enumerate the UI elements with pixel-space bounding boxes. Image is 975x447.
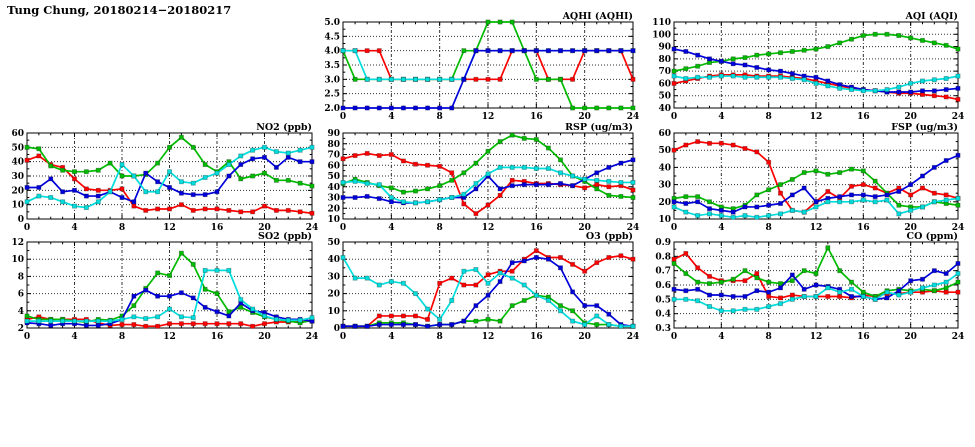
svg-text:12: 12 <box>481 332 495 342</box>
svg-text:2.5: 2.5 <box>324 89 340 100</box>
svg-text:24: 24 <box>951 332 965 342</box>
svg-text:16: 16 <box>857 332 870 342</box>
svg-text:4: 4 <box>718 223 725 233</box>
svg-text:0: 0 <box>23 332 31 342</box>
chart-no2 <box>1 121 320 235</box>
svg-text:4: 4 <box>718 112 725 122</box>
svg-text:20: 20 <box>11 186 24 197</box>
svg-text:8: 8 <box>17 272 24 283</box>
page-title: Tung Chung, 20180214−20180217 <box>7 3 232 17</box>
chart-title-co: CO (ppm) <box>906 231 958 242</box>
svg-text:24: 24 <box>626 223 640 233</box>
svg-text:8: 8 <box>765 332 772 342</box>
svg-text:24: 24 <box>305 223 319 233</box>
chart-co <box>648 230 966 344</box>
svg-text:30: 30 <box>327 193 340 204</box>
svg-text:30: 30 <box>658 180 671 191</box>
svg-text:80: 80 <box>658 54 671 65</box>
svg-text:8: 8 <box>436 332 443 342</box>
svg-text:4: 4 <box>17 306 24 317</box>
svg-text:60: 60 <box>658 79 671 90</box>
svg-text:8: 8 <box>765 223 772 233</box>
svg-text:3.0: 3.0 <box>324 75 340 86</box>
so2-plot-area <box>1 230 320 344</box>
svg-text:70: 70 <box>658 67 671 78</box>
svg-text:0.6: 0.6 <box>655 281 671 291</box>
aqhi-plot-area <box>317 10 641 124</box>
chart-aqi <box>648 10 966 124</box>
svg-text:50: 50 <box>658 146 671 157</box>
svg-text:8: 8 <box>436 223 443 233</box>
svg-text:12: 12 <box>481 112 495 122</box>
svg-text:6: 6 <box>17 289 24 300</box>
chart-title-fsp: FSP (ug/m3) <box>891 122 958 133</box>
svg-text:12: 12 <box>809 112 823 122</box>
svg-text:30: 30 <box>11 172 24 182</box>
chart-rsp <box>317 121 641 235</box>
svg-text:20: 20 <box>327 289 340 300</box>
svg-text:16: 16 <box>210 332 224 342</box>
svg-text:4: 4 <box>388 223 395 233</box>
svg-text:16: 16 <box>530 332 543 342</box>
svg-text:4.0: 4.0 <box>324 46 340 57</box>
svg-text:70: 70 <box>327 150 340 161</box>
svg-text:50: 50 <box>11 143 24 154</box>
svg-text:20: 20 <box>578 223 591 233</box>
chart-title-aqhi: AQHI (AQHI) <box>562 11 633 22</box>
svg-text:16: 16 <box>530 223 543 233</box>
svg-text:0.8: 0.8 <box>655 252 671 263</box>
fsp-plot-area <box>648 121 966 235</box>
svg-text:0.4: 0.4 <box>655 309 671 320</box>
svg-text:20: 20 <box>578 112 591 122</box>
svg-text:12: 12 <box>809 223 823 233</box>
svg-text:50: 50 <box>327 172 340 182</box>
svg-text:50: 50 <box>327 238 340 248</box>
svg-text:20: 20 <box>904 112 917 122</box>
svg-text:24: 24 <box>951 223 965 233</box>
co-plot-area <box>648 230 966 344</box>
svg-text:60: 60 <box>11 129 24 139</box>
svg-text:12: 12 <box>163 332 176 342</box>
svg-text:2.0: 2.0 <box>324 104 340 114</box>
svg-text:16: 16 <box>530 112 543 122</box>
svg-text:40: 40 <box>658 163 671 174</box>
svg-text:20: 20 <box>258 223 271 233</box>
svg-text:40: 40 <box>658 104 671 114</box>
svg-text:0.7: 0.7 <box>655 266 671 277</box>
svg-text:12: 12 <box>809 332 823 342</box>
svg-text:40: 40 <box>327 255 340 266</box>
chart-title-o3: O3 (ppb) <box>585 231 633 242</box>
svg-text:0: 0 <box>670 223 678 233</box>
svg-text:20: 20 <box>904 332 917 342</box>
svg-text:10: 10 <box>327 306 340 317</box>
chart-aqhi <box>317 10 641 124</box>
svg-text:30: 30 <box>327 272 340 283</box>
svg-text:0: 0 <box>670 332 678 342</box>
svg-text:16: 16 <box>857 223 870 233</box>
svg-text:0.3: 0.3 <box>655 324 671 334</box>
svg-text:4: 4 <box>71 332 78 342</box>
svg-text:24: 24 <box>626 332 640 342</box>
svg-text:0.9: 0.9 <box>655 238 671 248</box>
chart-o3 <box>317 230 641 344</box>
svg-text:50: 50 <box>658 91 671 102</box>
svg-text:40: 40 <box>327 182 340 193</box>
no2-plot-area <box>1 121 320 235</box>
svg-text:8: 8 <box>118 332 126 342</box>
svg-text:20: 20 <box>578 332 591 342</box>
svg-text:24: 24 <box>305 332 319 342</box>
svg-text:8: 8 <box>765 112 772 122</box>
svg-text:0: 0 <box>23 223 31 233</box>
svg-text:3.5: 3.5 <box>324 61 340 71</box>
svg-text:0: 0 <box>333 324 340 334</box>
svg-text:4: 4 <box>388 112 395 122</box>
svg-text:90: 90 <box>327 129 340 139</box>
chart-title-rsp: RSP (ug/m3) <box>565 122 633 133</box>
svg-text:24: 24 <box>626 112 640 122</box>
svg-text:0: 0 <box>339 223 347 233</box>
svg-text:80: 80 <box>327 139 340 150</box>
svg-text:60: 60 <box>658 129 671 139</box>
chart-so2 <box>1 230 320 344</box>
svg-text:10: 10 <box>327 215 340 225</box>
svg-text:0: 0 <box>17 215 24 225</box>
svg-text:0.5: 0.5 <box>655 295 671 306</box>
svg-text:0: 0 <box>339 332 347 342</box>
svg-text:4: 4 <box>388 332 395 342</box>
svg-text:16: 16 <box>857 112 870 122</box>
chart-title-so2: SO2 (ppb) <box>258 231 312 242</box>
svg-text:4: 4 <box>718 332 725 342</box>
svg-text:20: 20 <box>658 197 671 208</box>
svg-text:90: 90 <box>658 42 671 53</box>
o3-plot-area <box>317 230 641 344</box>
rsp-plot-area <box>317 121 641 235</box>
svg-text:110: 110 <box>652 18 671 28</box>
svg-text:20: 20 <box>327 204 340 215</box>
svg-text:24: 24 <box>951 112 965 122</box>
svg-text:4.5: 4.5 <box>324 32 340 43</box>
svg-text:5.0: 5.0 <box>324 18 340 28</box>
svg-text:10: 10 <box>658 215 671 225</box>
chart-title-no2: NO2 (ppb) <box>256 122 312 133</box>
svg-text:12: 12 <box>481 223 495 233</box>
svg-text:40: 40 <box>11 157 24 168</box>
svg-text:100: 100 <box>652 30 671 41</box>
svg-text:0: 0 <box>670 112 678 122</box>
svg-text:8: 8 <box>118 223 126 233</box>
svg-text:20: 20 <box>904 223 917 233</box>
svg-text:2: 2 <box>17 324 24 334</box>
svg-text:4: 4 <box>71 223 78 233</box>
aqi-plot-area <box>648 10 966 124</box>
svg-text:20: 20 <box>258 332 271 342</box>
svg-text:12: 12 <box>11 238 24 248</box>
svg-text:0: 0 <box>339 112 347 122</box>
svg-text:10: 10 <box>11 200 24 211</box>
svg-text:8: 8 <box>436 112 443 122</box>
svg-text:16: 16 <box>210 223 224 233</box>
svg-text:12: 12 <box>163 223 176 233</box>
svg-text:60: 60 <box>327 161 340 172</box>
svg-text:10: 10 <box>11 255 24 266</box>
chart-title-aqi: AQI (AQI) <box>905 11 958 22</box>
chart-fsp <box>648 121 966 235</box>
